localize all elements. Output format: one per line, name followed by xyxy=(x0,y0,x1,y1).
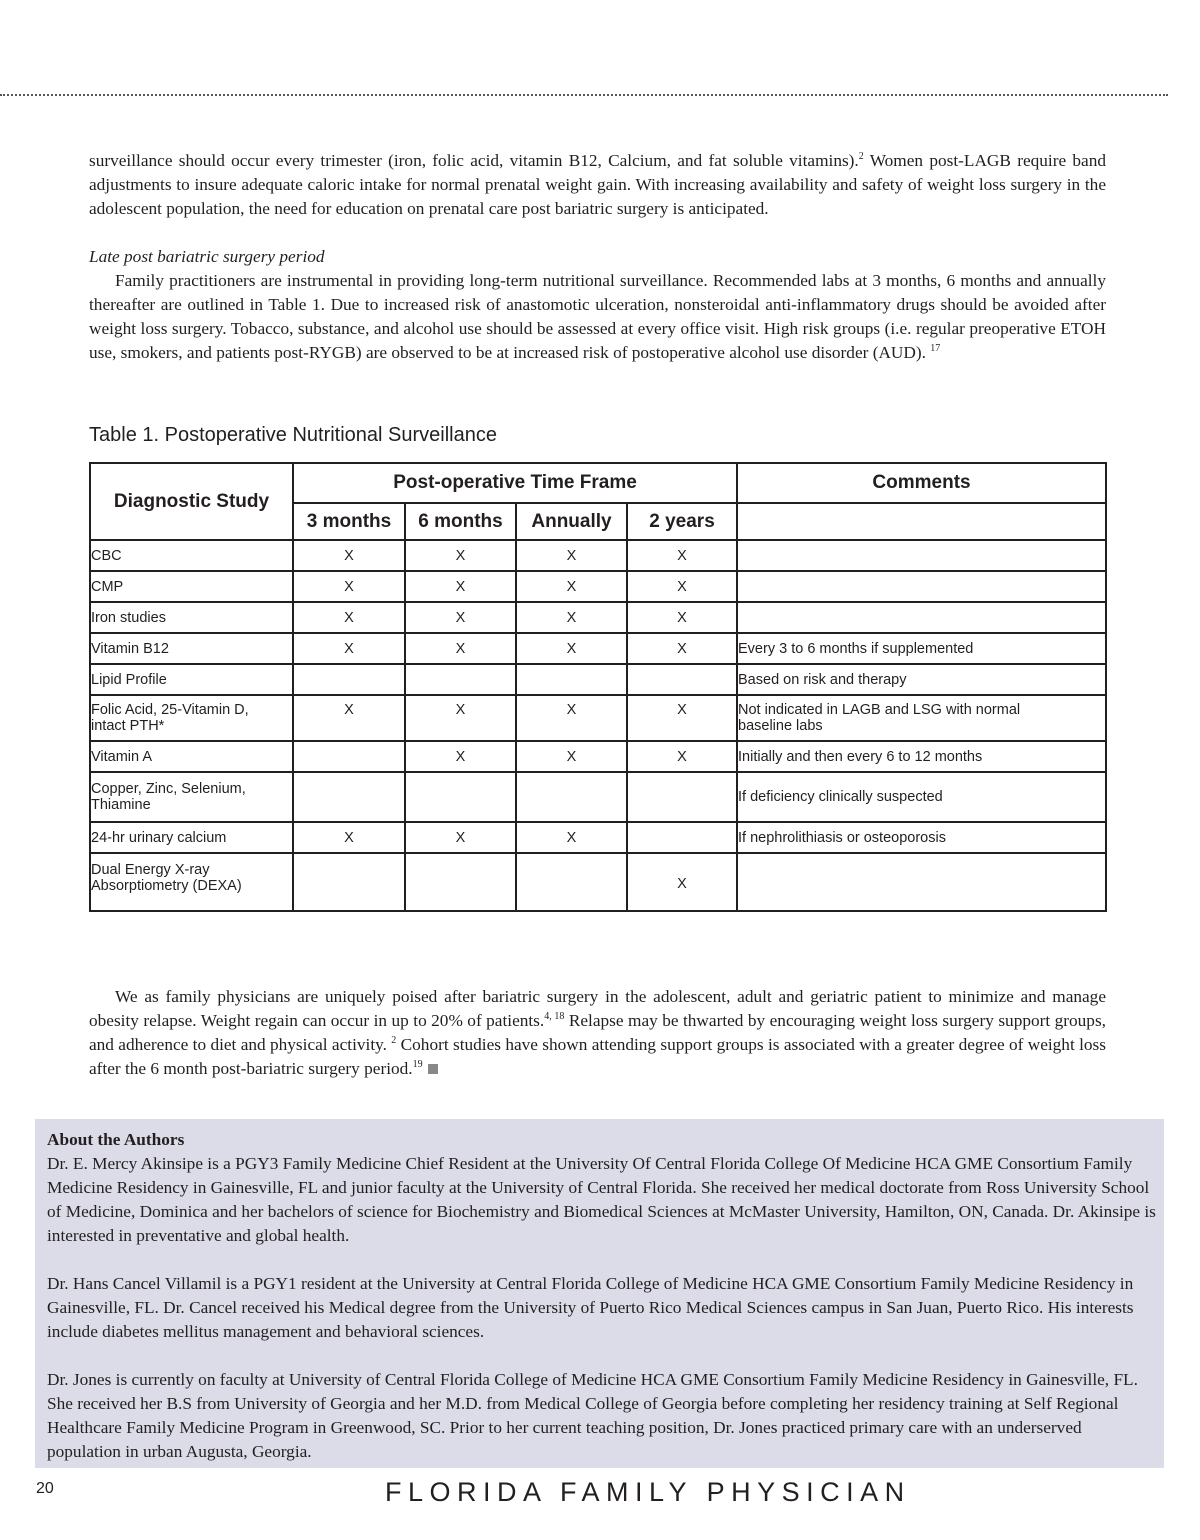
mark-cell xyxy=(516,664,627,695)
comment-cell xyxy=(737,540,1106,571)
comment-cell xyxy=(737,695,1106,741)
paragraph-prenatal-surveillance xyxy=(89,149,1106,221)
mark-cell: X xyxy=(405,741,516,772)
study-cell: Lipid Profile xyxy=(90,664,293,695)
about-authors-box xyxy=(35,1119,1164,1468)
page-number: 20 xyxy=(36,1480,54,1497)
study-cell: CMP xyxy=(90,571,293,602)
header-annually: Annually xyxy=(516,503,627,540)
citation-superscript: 2 xyxy=(391,1035,397,1047)
mark-cell: X xyxy=(627,633,737,664)
study-cell: Vitamin A xyxy=(90,741,293,772)
mark-cell: X xyxy=(405,571,516,602)
citation-superscript: 4, 18 xyxy=(544,1011,565,1023)
header-dotted-rule xyxy=(0,94,1168,96)
paragraph-text: Women post-LAGB require band adjustments to insure adequate caloric intake for normal prenatal weight gain. With increasing availability and safety of weight loss surgery in the adolescent population, the need for education on prenatal care post bariatric surgery is anticipated. xyxy=(89,151,1106,218)
mark-cell: X xyxy=(516,602,627,633)
author-bio-cancel-villamil: Dr. Hans Cancel Villamil is a PGY1 resident at the University at Central Florida College of Medicine HCA GME Consortium Family Medicine Residency in Gainesville, FL. Dr. Cancel received his Medical degree from the University of Puerto Rico Medical Sciences campus in San Juan, Puerto Rico. His interests include diabetes mellitus management and behavioral sciences. xyxy=(47,1274,1134,1341)
table-row xyxy=(90,664,1106,695)
paragraph-text: surveillance should occur every trimester (iron, folic acid, vitamin B12, Calcium, and fat soluble vitamins). xyxy=(89,151,859,170)
mark-cell: X xyxy=(293,822,405,853)
table-row xyxy=(90,695,1106,741)
header-3-months: 3 months xyxy=(293,503,405,540)
paragraph-text: We as family physicians are uniquely poised after bariatric surgery in the adolescent, adult and geriatric patient to minimize and manage obesity relapse. Weight regain can occur in up to 20% of patients. xyxy=(89,987,1106,1030)
comment-cell xyxy=(737,571,1106,602)
paragraph-text: Cohort studies have shown attending support groups is associated with a greater degree of weight loss after the 6 month post-bariatric surgery period. xyxy=(89,1035,1106,1078)
mark-cell xyxy=(405,772,516,822)
study-cell xyxy=(90,772,293,822)
citation-superscript: 19 xyxy=(412,1059,423,1071)
comment-cell: If nephrolithiasis or osteoporosis xyxy=(737,822,1106,853)
table-caption: Table 1. Postoperative Nutritional Surveillance xyxy=(89,424,497,446)
mark-cell: X xyxy=(516,571,627,602)
table-row xyxy=(90,822,1106,853)
citation-superscript: 2 xyxy=(858,151,864,163)
mark-cell xyxy=(293,741,405,772)
study-cell: CBC xyxy=(90,540,293,571)
mark-cell xyxy=(293,772,405,822)
mark-cell xyxy=(405,853,516,911)
mark-cell: X xyxy=(627,695,737,741)
author-bio-akinsipe: Dr. E. Mercy Akinsipe is a PGY3 Family Medicine Chief Resident at the University Of Central Florida College Of Medicine HCA GME Consortium Family Medicine Residency in Gainesville, FL and junior faculty at the University of Central Florida. She received her medical doctorate from Ross University School of Medicine, Dominica and her bachelors of science for Biochemistry and Biomedical Sciences at McMaster University, Hamilton, ON, Canada. Dr. Akinsipe is interested in preventative and global health. xyxy=(47,1154,1156,1245)
mark-cell: X xyxy=(516,633,627,664)
table-row xyxy=(90,741,1106,772)
end-of-article-square-icon xyxy=(428,1064,438,1074)
study-line: intact PTH* xyxy=(91,718,165,734)
mark-cell: X xyxy=(405,633,516,664)
comment-cell: Based on risk and therapy xyxy=(737,664,1106,695)
section-subheading: Late post bariatric surgery period xyxy=(89,247,325,266)
paragraph-text: Relapse may be thwarted by encouraging weight loss surgery support groups, and adherence to diet and physical activity. xyxy=(89,1011,1106,1054)
study-line: Thiamine xyxy=(91,797,151,813)
table-row xyxy=(90,853,1106,911)
study-cell: Iron studies xyxy=(90,602,293,633)
section-late-post-bariatric xyxy=(89,245,1106,365)
study-line: Copper, Zinc, Selenium, xyxy=(91,781,246,797)
comment-cell: Initially and then every 6 to 12 months xyxy=(737,741,1106,772)
paragraph-text: Family practitioners are instrumental in providing long-term nutritional surveillance. Recommended labs at 3 months, 6 months and annually thereafter are outlined in Table 1. Due to increased risk of anastomotic ulceration, nonsteroidal anti-inflammatory drugs should be avoided after weight loss surgery. Tobacco, substance, and alcohol use should be assessed at every office visit. High risk groups (i.e. regular preoperative ETOH use, smokers, and patients post-RYGB) are observed to be at increased risk of postoperative alcohol use disorder (AUD). xyxy=(89,271,1106,362)
header-comments: Comments xyxy=(737,463,1106,503)
mark-cell: X xyxy=(627,853,737,911)
table-row xyxy=(90,571,1106,602)
mark-cell: X xyxy=(516,540,627,571)
mark-cell: X xyxy=(627,741,737,772)
table-row xyxy=(90,540,1106,571)
journal-title: FLORIDA FAMILY PHYSICIAN xyxy=(385,1477,911,1507)
mark-cell xyxy=(405,664,516,695)
header-time-frame: Post-operative Time Frame xyxy=(293,463,737,503)
study-line: Absorptiometry (DEXA) xyxy=(91,878,242,894)
mark-cell: X xyxy=(405,695,516,741)
mark-cell: X xyxy=(405,602,516,633)
mark-cell: X xyxy=(627,540,737,571)
mark-cell: X xyxy=(293,695,405,741)
mark-cell: X xyxy=(405,822,516,853)
mark-cell xyxy=(293,853,405,911)
mark-cell xyxy=(516,772,627,822)
comment-cell: If deficiency clinically suspected xyxy=(737,772,1106,822)
study-cell xyxy=(90,853,293,911)
mark-cell xyxy=(516,853,627,911)
table-row xyxy=(90,633,1106,664)
header-comments-blank xyxy=(737,503,1106,540)
study-cell: Vitamin B12 xyxy=(90,633,293,664)
mark-cell: X xyxy=(405,540,516,571)
mark-cell: X xyxy=(293,602,405,633)
mark-cell: X xyxy=(627,602,737,633)
mark-cell xyxy=(627,664,737,695)
mark-cell: X xyxy=(293,540,405,571)
study-line: Dual Energy X-ray xyxy=(91,862,210,878)
mark-cell: X xyxy=(516,822,627,853)
mark-cell: X xyxy=(627,571,737,602)
author-bio-jones: Dr. Jones is currently on faculty at University of Central Florida College of Medicine HCA GME Consortium Family Medicine Residency in Gainesville, FL. She received her B.S from University of Georgia and her M.D. from Medical College of Georgia before completing her residency training at Self Regional Healthcare Family Medicine Program in Greenwood, SC. Prior to her current teaching position, Dr. Jones practiced primary care with an underserved population in urban Augusta, Georgia. xyxy=(47,1370,1138,1461)
study-cell xyxy=(90,695,293,741)
header-2-years: 2 years xyxy=(627,503,737,540)
comment-line: baseline labs xyxy=(738,718,823,734)
header-6-months: 6 months xyxy=(405,503,516,540)
study-line: Folic Acid, 25-Vitamin D, xyxy=(91,702,249,718)
mark-cell: X xyxy=(293,571,405,602)
mark-cell xyxy=(627,772,737,822)
comment-cell xyxy=(737,602,1106,633)
surveillance-table xyxy=(89,462,1107,912)
citation-superscript: 17 xyxy=(930,343,941,355)
table-row xyxy=(90,602,1106,633)
header-diagnostic-study: Diagnostic Study xyxy=(90,463,293,540)
comment-cell xyxy=(737,853,1106,911)
paragraph-obesity-relapse xyxy=(89,985,1106,1081)
mark-cell: X xyxy=(293,633,405,664)
study-cell: 24-hr urinary calcium xyxy=(90,822,293,853)
mark-cell xyxy=(627,822,737,853)
mark-cell: X xyxy=(516,695,627,741)
about-authors-title: About the Authors xyxy=(47,1130,185,1149)
table-row xyxy=(90,772,1106,822)
comment-cell: Every 3 to 6 months if supplemented xyxy=(737,633,1106,664)
comment-line: Not indicated in LAGB and LSG with normal xyxy=(738,702,1021,718)
mark-cell: X xyxy=(516,741,627,772)
mark-cell xyxy=(293,664,405,695)
